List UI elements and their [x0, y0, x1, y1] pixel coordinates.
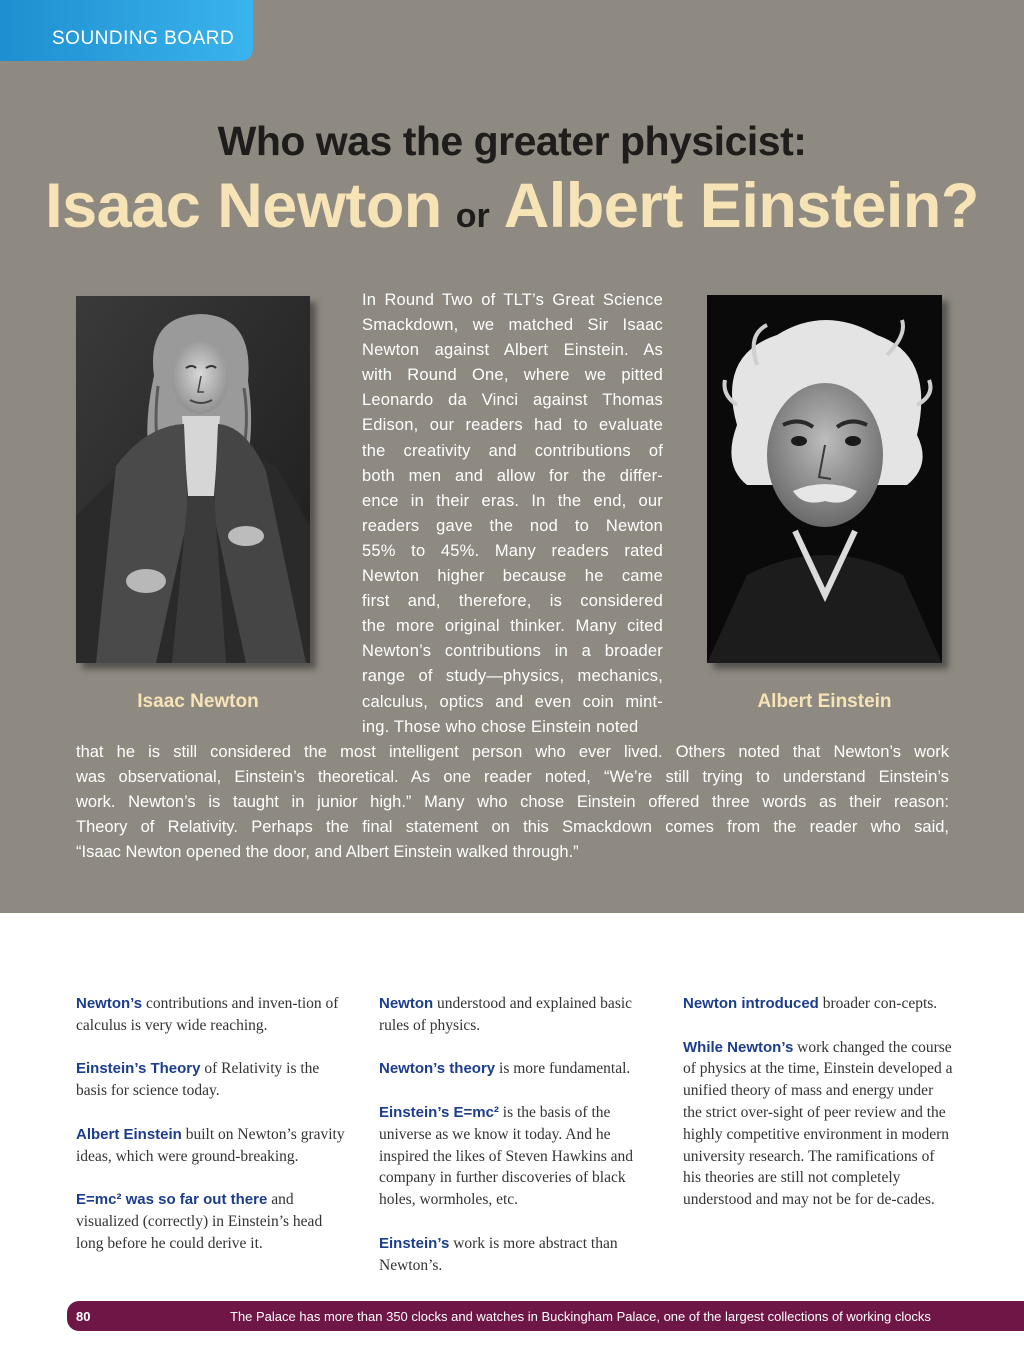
article-line: the more original thinker. Many cited [362, 617, 663, 636]
article-line: Smackdown, we matched Sir Isaac [362, 316, 663, 335]
article-line: both men and allow for the differ- [362, 466, 663, 485]
quote-lead: While Newton’s [683, 1038, 794, 1056]
quote-lead: Einstein’s E=mc² [379, 1103, 499, 1121]
reader-quote [379, 1058, 649, 1080]
article-line: Theory of Relativity. Perhaps the final statement on this Smackdown comes from the reader who said, [76, 818, 949, 837]
reader-quote [379, 1102, 649, 1211]
headline-connector: or [455, 197, 490, 235]
quote-lead: Einstein’s [379, 1234, 450, 1252]
quote-lead: Newton [379, 995, 434, 1012]
quote-text: contributions and inven-tion of calculus is very wide reaching. [76, 995, 339, 1034]
quote-text: built on Newton’s gravity ideas, which were ground-breaking. [76, 1125, 345, 1165]
article-line: “Isaac Newton opened the door, and Albert Einstein walked through.” [76, 843, 579, 862]
article-line: 55% to 45%. Many readers rated [362, 541, 663, 560]
quote-text: understood and explained basic rules of physics. [379, 995, 633, 1034]
reader-quote [76, 1058, 346, 1102]
quote-text: work is more abstract than Newton’s. [379, 1234, 618, 1274]
section-label: SOUNDING BOARD [52, 28, 235, 49]
article-line: calculus, optics and even coin mint- [362, 692, 663, 711]
einstein-portrait [707, 295, 942, 663]
quote-text: broader con-cepts. [818, 995, 938, 1012]
quote-lead: Newton introduced [683, 995, 819, 1012]
section-tab [0, 0, 253, 61]
article-line: ing. Those who chose Einstein noted [362, 717, 639, 736]
headline-question: Who was the greater physicist: [217, 118, 807, 164]
reader-quote [683, 1037, 953, 1211]
article-body-wide [76, 740, 949, 865]
quote-text: work changed the course of physics at the time, Einstein developed a unified theory of mass and energy under the strict over-sight of peer review and the highly competitive environment in modern university research. The ramifications of his theories are still not completely understood and may not be for de-cades. [683, 1038, 953, 1209]
article-line: In Round Two of TLT’s Great Science [362, 291, 663, 309]
quote-lead: Albert Einstein [76, 1125, 182, 1143]
reader-quote [683, 993, 953, 1015]
reader-quote [76, 1189, 346, 1254]
article-line: Newton against Albert Einstein. As [362, 341, 663, 360]
caption-einstein: Albert Einstein [757, 691, 892, 712]
article-line: Edison, our readers had to evaluate [362, 416, 663, 435]
article-line: work. Newton’s is taught in junior high.” Many who chose Einstein offered three words as their reason: [76, 793, 949, 812]
quote-text: is the basis of the universe as we know it today. And he inspired the likes of Steven Hawkins and company in further discoveries of black holes, wormholes, etc. [379, 1103, 633, 1209]
reader-quote [76, 993, 346, 1037]
article-line: range of study—physics, mechanics, [362, 667, 663, 686]
quote-text: is more fundamental. [495, 1060, 631, 1078]
article-line: readers gave the nod to Newton [362, 516, 663, 535]
article-line: Leonardo da Vinci against Thomas [362, 391, 663, 410]
page-number: 80 [76, 1309, 91, 1324]
article-line: Newton’s contributions in a broader [362, 642, 663, 661]
article-line: that he is still considered the most intelligent person who ever lived. Others noted that Newton’s work [76, 743, 949, 761]
reader-quote [379, 1233, 649, 1277]
quote-text: of Relativity is the basis for science today. [76, 1060, 320, 1100]
headline-names [0, 170, 1024, 242]
reader-quote [76, 1124, 346, 1168]
article-line: ence in their eras. In the end, our [362, 491, 663, 510]
headline-name-einstein: Albert Einstein? [503, 171, 979, 241]
reader-quotes-column-3 [683, 993, 953, 1233]
quote-text: and visualized (correctly) in Einstein’s head long before he could derive it. [76, 1191, 323, 1252]
reader-quotes-column-1 [76, 993, 346, 1276]
article-line: was observational, Einstein’s theoretical. As one reader noted, “We’re still trying to understand Einstein’s [76, 768, 949, 787]
headline-name-newton: Isaac Newton [45, 171, 442, 241]
article-line: first and, therefore, is considered [362, 592, 663, 611]
article-body-narrow [362, 288, 663, 740]
article-line: Newton higher because he came [362, 567, 663, 586]
newton-portrait [76, 296, 310, 663]
footer-fact: The Palace has more than 350 clocks and watches in Buckingham Palace, one of the largest collections of working clocks [230, 1309, 931, 1324]
quote-lead: Einstein’s Theory [76, 1060, 201, 1078]
footer-bar [67, 1301, 1024, 1331]
reader-quotes-column-2 [379, 993, 649, 1298]
article-line: with Round One, where we pitted [362, 366, 663, 385]
quote-lead: Newton’s theory [379, 1060, 496, 1078]
article-line: the creativity and contributions of [362, 441, 663, 460]
quote-lead: E=mc² was so far out there [76, 1191, 268, 1209]
caption-newton: Isaac Newton [137, 691, 259, 712]
quote-lead: Newton’s [76, 995, 143, 1012]
reader-quote [379, 993, 649, 1037]
